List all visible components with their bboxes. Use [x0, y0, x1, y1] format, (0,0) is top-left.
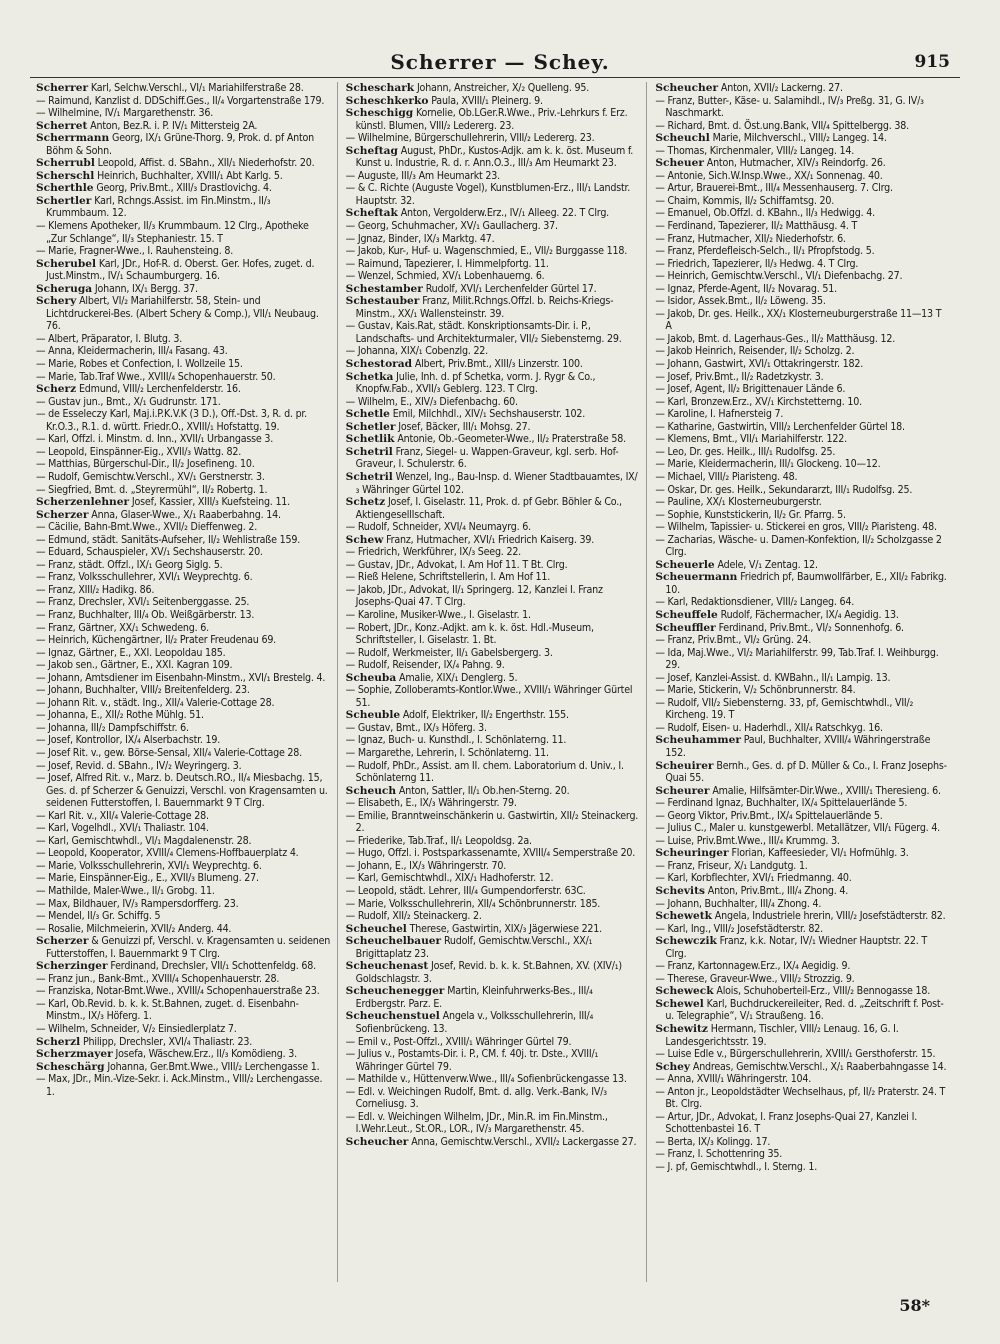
directory-entry: — Siegfried, Bmt. d. „Steyrermühl“, II/₂ Robertg. 1.: [36, 483, 268, 496]
directory-entry: Scherubel Karl, JDr., Hof-R. d. Oberst. Ger. Hofes, zuget. d. Just.Minstm., IV/₁ Schaumburgerg. 16.: [36, 257, 315, 283]
directory-entry: — Jgnaz, Binder, IX/₃ Marktg. 47.: [345, 232, 495, 245]
directory-entry: Scheuchelbauer Rudolf, Gemischtw.Verschl., XX/₁ Brigittaplatz 23.: [345, 935, 593, 960]
directory-entry: — Karl, Offzl. i. Minstm. d. Inn., XVII/₁ Urbangasse 3.: [36, 433, 274, 446]
directory-entry: — Edl. v. Weichingen Wilhelm, JDr., Min.R. im Fin.Minstm., I.Wehr.Leut., St.OR., LOR., IV/₃ Margarethenstr. 45.: [345, 1110, 608, 1136]
directory-entry: Scherrubl Leopold, Affist. d. SBahn., XII/₁ Niederhofstr. 20.: [36, 157, 315, 170]
directory-entry: — Artur, Brauerei-Bmt., III/₄ Messenhauserg. 7. Clrg.: [655, 182, 893, 195]
header-rule: [30, 77, 960, 78]
directory-entry: — Anna, Kleidermacherin, III/₄ Fasang. 43.: [36, 345, 228, 358]
directory-entry: — Marie, Fragner-Wwe., I. Rauhensteing. 8.: [36, 245, 234, 258]
directory-entry: — Franz, städt. Offzl., IX/₁ Georg Siglg. 5.: [36, 558, 223, 571]
directory-entry: — Jakob, Kur-, Huf- u. Wagenschmied, E., VII/₂ Burggasse 118.: [345, 245, 628, 258]
directory-entry: Scheucher Anna, Gemischtw.Verschl., XVII/₂ Lackergasse 27.: [345, 1135, 637, 1148]
directory-entry: — Karl, Vogelhdl., XVI/₁ Thaliastr. 104.: [36, 822, 209, 835]
directory-entry: — Franz, Pferdefleisch-Selch., II/₁ Pfropfstodg. 5.: [655, 245, 875, 258]
directory-entry: Schewetk Angela, Industriele hrerin, VIII/₂ Josefstädterstr. 82.: [655, 910, 946, 923]
directory-entry: — Ferdinand Ignaz, Buchhalter, IX/₄ Spittelauerlände 5.: [655, 797, 908, 810]
directory-entry: — Franz, Drechsler, XVI/₁ Seitenberggasse. 25.: [36, 596, 250, 609]
directory-entry: — Leopold, Kooperator, XVIII/₄ Clemens-Hoffbauerplatz 4.: [36, 847, 299, 860]
directory-entry: — Max, JDr., Min.-Vize-Sekr. i. Ack.Minstm., VIII/₂ Lerchengasse. 1.: [36, 1073, 323, 1098]
directory-entry: Scheftag August, PhDr., Kustos-Adjk. am k. k. öst. Museum f. Kunst u. Industrie, R. d. r. Ann.O.3., III/₃ Am Heumarkt 23.: [345, 144, 634, 170]
directory-entry: Scherzer Anna, Glaser-Wwe., X/₁ Raaberbahng. 14.: [36, 508, 281, 521]
directory-entry: — Chaim, Kommis, II/₂ Schiffamtsg. 20.: [655, 194, 835, 207]
directory-entry: — Jakob, JDr., Advokat, II/₁ Springerg. 12, Kanzlei I. Franz Josephs-Quai 47. T Clrg.: [345, 583, 603, 609]
directory-entry: — Rudolf, Gemischtw.Verschl., XV/₁ Gerstnerstr. 3.: [36, 470, 265, 483]
column-left: [36, 82, 338, 1282]
directory-entry: Scheuffler Ferdinand, Priv.Bmt., VI/₂ Sonnenhofg. 6.: [655, 621, 904, 634]
directory-entry: — Thomas, Kirchenmaler, VIII/₂ Langeg. 14.: [655, 144, 855, 157]
directory-entry: — Ignaz, Gärtner, E., XXI. Leopoldau 185.: [36, 646, 226, 659]
directory-entry: Schey Andreas, Gemischtw.Verschl., X/₁ Raaberbahngasse 14.: [655, 1060, 947, 1073]
directory-entry: Schetril Wenzel, Ing., Bau-Insp. d. Wiener Stadtbauamtes, IX/₃ Währinger Gürtel 102.: [345, 470, 638, 496]
directory-entry: — Gustav, Bmt., IX/₃ Höferg. 3.: [345, 721, 487, 734]
directory-entry: — Emil v., Post-Offzl., XVIII/₁ Währinger Gürtel 79.: [345, 1035, 572, 1048]
directory-entry: — Wilhelm, Schneider, V/₂ Einsiedlerplatz 7.: [36, 1023, 237, 1036]
directory-entry: Schetlik Antonie, Ob.-Geometer-Wwe., II/₂ Praterstraße 58.: [345, 433, 626, 446]
directory-entry: — Rudolf, VII/₂ Siebensterng. 33, pf, Gemischtwhdl., VII/₂ Kircheng. 19. T: [655, 696, 914, 722]
directory-entry: — Karl Rit. v., XII/₄ Valerie-Cottage 28.: [36, 809, 209, 822]
column-right: [655, 82, 956, 1282]
directory-entry: Scherzer & Genuizzi pf, Verschl. v. Kragensamten u. seidenen Futterstoffen, I. Bauernmarkt 9 T Clrg.: [36, 935, 331, 960]
directory-entry: Schetle Emil, Milchhdl., XIV/₁ Sechshauserstr. 102.: [345, 408, 586, 421]
directory-entry: — Georg, Schuhmacher, XV/₁ Gaullacherg. 37.: [345, 220, 558, 233]
directory-entry: — Karl, Bronzew.Erz., XV/₁ Kirchstetterng. 10.: [655, 395, 862, 408]
directory-entry: — Wilhelm, Tapissier- u. Stickerei en gros, VIII/₂ Piaristeng. 48.: [655, 521, 937, 534]
directory-entry: Scheschärg Johanna, Ger.Bmt.Wwe., VIII/₂ Lerchengasse 1.: [36, 1060, 320, 1073]
running-head: Scherrer — Schey.: [390, 50, 610, 74]
directory-entry: — Rieß Helene, Schriftstellerin, I. Am Hof 11.: [345, 571, 551, 584]
directory-entry: — Marie, Robes et Confection, I. Wollzeile 15.: [36, 358, 243, 371]
directory-entry: Scheurer Amalie, Hilfsämter-Dir.Wwe., XVIII/₁ Theresieng. 6.: [655, 784, 941, 797]
directory-entry: — Rudolf, Werkmeister, II/₁ Gabelsbergerg. 3.: [345, 646, 553, 659]
column-middle: [346, 82, 648, 1282]
directory-entry: Scherrer Karl, Selchw.Verschl., VI/₁ Mariahilferstraße 28.: [36, 82, 304, 94]
directory-entry: Schetril Franz, Siegel- u. Wappen-Graveur, kgl. serb. Hof-Graveur, I. Schulerstr. 6.: [345, 445, 619, 471]
directory-entry: — Klemens, Bmt., VII/₁ Mariahilferstr. 122.: [655, 433, 847, 446]
directory-entry: — Marie, Tab.Traf Wwe., XVIII/₄ Schopenhauerstr. 50.: [36, 370, 276, 383]
directory-entry: — Raimund, Tapezierer, I. Himmelpfortg. 11.: [345, 257, 549, 270]
directory-entry: — Auguste, III/₃ Am Heumarkt 23.: [345, 169, 500, 182]
directory-entry: — Josef, Priv.Bmt., II/₂ Radetzkystr. 3.: [655, 370, 824, 383]
directory-entry: — Rudolf, Schneider, XVI/₄ Neumayrg. 6.: [345, 521, 531, 534]
directory-entry: — Eduard, Schauspieler, XV/₁ Sechshauserstr. 20.: [36, 546, 263, 559]
directory-entry: Scherthle Georg, Priv.Bmt., XIII/₃ Drastlovichg. 4.: [36, 182, 272, 195]
directory-entry: — Rudolf, Reisender, IX/₄ Pahng. 9.: [345, 659, 505, 672]
directory-entry: — Wenzel, Schmied, XV/₁ Lobenhauerng. 6.: [345, 270, 545, 283]
directory-entry: — Johann, Buchhalter, VIII/₂ Breitenfelderg. 23.: [36, 684, 250, 697]
directory-entry: Scheuba Amalie, XIX/₁ Denglerg. 5.: [345, 671, 518, 684]
directory-entry: — Franz, Gärtner, XX/₁ Schwedeng. 6.: [36, 621, 209, 634]
directory-entry: — Gustav, Kais.Rat, städt. Konskriptionsamts-Dir. i. P., Landschafts- und Architekturmaler, VII/₂ Siebensterng. 29.: [345, 320, 622, 345]
directory-entry: — J. pf, Gemischtwhdl., I. Sterng. 1.: [655, 1161, 818, 1174]
directory-entry: — Matthias, Bürgerschul-Dir., II/₂ Josefineng. 10.: [36, 458, 255, 471]
directory-entry: Scheruga Johann, IX/₁ Bergg. 37.: [36, 282, 198, 295]
directory-entry: — Leopold, Einspänner-Eig., XVII/₃ Wattg. 82.: [36, 445, 242, 458]
directory-entry: — Karl, Korbflechter, XVI/₁ Friedmanng. 40.: [655, 872, 852, 885]
directory-entry: — Edl. v. Weichingen Rudolf, Bmt. d. allg. Verk.-Bank, IV/₃ Corneliusg. 3.: [345, 1085, 607, 1111]
directory-entry: Scheftak Anton, Vergolderw.Erz., IV/₁ Alleeg. 22. T Clrg.: [345, 207, 610, 220]
directory-entry: — Marie, Einspänner-Eig., E., XVII/₃ Blumeng. 27.: [36, 872, 259, 885]
directory-entry: — Wilhelmine, Bürgerschullehrerin, VIII/₂ Ledererg. 23.: [345, 132, 595, 145]
directory-entry: — Johanna, XIX/₁ Cobenzlg. 22.: [345, 345, 488, 358]
directory-entry: — Josef Rit. v., gew. Börse-Sensal, XII/₄ Valerie-Cottage 28.: [36, 746, 302, 759]
directory-entry: Scherzenlehner Josef, Kassier, XIII/₃ Kuefsteing. 11.: [36, 496, 290, 509]
directory-entry: — Heinrich, Küchengärtner, II/₂ Prater Freudenau 69.: [36, 634, 277, 647]
directory-entry: — Josef, Agent, II/₂ Brigittenauer Lände 6.: [655, 383, 846, 396]
directory-entry: Scheuerle Adele, V/₁ Zentag. 12.: [655, 558, 818, 571]
directory-entry: — Johann Rit. v., städt. Ing., XII/₄ Valerie-Cottage 28.: [36, 696, 275, 709]
directory-entry: Scheuchenast Josef, Revid. b. k. k. St.Bahnen, XV. (XIV/₁) Goldschlagstr. 3.: [345, 960, 622, 985]
directory-entry: — Marie, Kleidermacherin, III/₁ Glockeng. 10—12.: [655, 458, 881, 471]
directory-entry: — Friedrich, Werkführer, IX/₃ Seeg. 22.: [345, 546, 522, 559]
signature-mark: 58*: [899, 1296, 930, 1315]
directory-entry: — Isidor, Assek.Bmt., II/₂ Löweng. 35.: [655, 295, 826, 308]
directory-entry: — Karl, Gemischtwhdl., VI/₁ Magdalenenstr. 28.: [36, 834, 252, 847]
directory-entry: Schewczik Franz, k.k. Notar, IV/₁ Wiedner Hauptstr. 22. T Clrg.: [655, 935, 927, 960]
directory-entry: — Anton jr., Leopoldstädter Wechselhaus, pf, II/₂ Praterstr. 24. T Bt. Clrg.: [655, 1085, 946, 1111]
directory-entry: — Mathilde, Maler-Wwe., II/₁ Grobg. 11.: [36, 885, 215, 897]
directory-entry: — Karl, Ing., VIII/₂ Josefstädterstr. 82.: [655, 922, 823, 935]
directory-entry: — Therese, Graveur-Wwe., VIII/₂ Strozzig. 9.: [655, 972, 855, 985]
directory-entry: — Franz, Hutmacher, XII/₂ Niederhofstr. 6.: [655, 232, 846, 245]
directory-entry: — Johann, Gastwirt, XVI/₁ Ottakringerstr. 182.: [655, 358, 864, 371]
directory-entry: — Sophie, Kunststickerin, II/₂ Gr. Pfarrg. 5.: [655, 508, 846, 521]
directory-entry: — Anna, XVIII/₁ Währingerstr. 104.: [655, 1073, 812, 1086]
directory-entry: — Ferdinand, Tapezierer, II/₂ Matthäusg. 4. T: [655, 220, 858, 233]
directory-entry: Schewitz Hermann, Tischler, VIII/₂ Lenaug. 16, G. I. Landesgerichtsstr. 19.: [655, 1023, 899, 1048]
directory-entry: Scheuer Anton, Hutmacher, XIV/₃ Reindorfg. 26.: [655, 157, 886, 170]
directory-entry: — Johanna, III/₂ Dampfschiffstr. 6.: [36, 721, 189, 734]
directory-entry: Scheuchenegger Martin, Kleinfuhrwerks-Bes., III/₄ Erdbergstr. Parz. E.: [345, 985, 593, 1010]
directory-entry: — Franz, Volksschullehrer, XVI/₁ Weyprechtg. 6.: [36, 571, 253, 584]
directory-entry: — Karl, Redaktionsdiener, VIII/₂ Langeg. 64.: [655, 596, 855, 609]
directory-entry: Scherz Edmund, VIII/₂ Lerchenfelderstr. 16.: [36, 383, 241, 396]
directory-entry: — Rudolf, Eisen- u. Haderhdl., XII/₄ Ratschkyg. 16.: [655, 721, 883, 734]
directory-entry: — Jakob, Bmt. d. Lagerhaus-Ges., II/₂ Matthäusg. 12.: [655, 332, 896, 345]
directory-entry: — Franz jun., Bank-Bmt., XVIII/₄ Schopenhauerstr. 28.: [36, 972, 280, 985]
directory-entry: — Friedrich, Tapezierer, II/₃ Hedwg. 4. T Clrg.: [655, 257, 859, 270]
directory-entry: — Gustav jun., Bmt., X/₁ Gudrunstr. 171.: [36, 395, 221, 408]
directory-entry: Scheschark Johann, Anstreicher, X/₂ Quelleng. 95.: [345, 82, 590, 94]
directory-entry: — Rudolf, PhDr., Assist. am II. chem. Laboratorium d. Univ., I. Schönlaterng 11.: [345, 759, 624, 785]
directory-entry: — Ida, Maj.Wwe., VI/₂ Mariahilferstr. 99, Tab.Traf. I. Weihburgg. 29.: [655, 646, 939, 672]
directory-entry: — Artur, JDr., Advokat, I. Franz Josephs-Quai 27, Kanzlei I. Schottenbastei 16. T: [655, 1110, 918, 1136]
directory-entry: — Josef, Revid. d. SBahn., IV/₂ Weyringerg. 3.: [36, 759, 242, 772]
directory-entry: Scherzinger Ferdinand, Drechsler, VII/₁ Schottenfeldg. 68.: [36, 960, 316, 973]
directory-entry: — Johann, E., IX/₃ Währingerstr. 70.: [345, 859, 507, 872]
directory-entry: — Johann, Buchhalter, III/₄ Zhong. 4.: [655, 897, 822, 910]
page-number: 915: [914, 52, 950, 72]
directory-entry: Scherret Anton, Bez.R. i. P. IV/₁ Mittersteig 2A.: [36, 119, 258, 132]
directory-entry: Scheuble Adolf, Elektriker, II/₂ Engerthstr. 155.: [345, 709, 569, 722]
directory-entry: — Hugo, Offzl. i. Postsparkassenamte, XVIII/₄ Semperstraße 20.: [345, 847, 636, 860]
directory-entry: — Karl, Ob.Revid. b. k. k. St.Bahnen, zuget. d. Eisenbahn-Minstm., IX/₃ Höferg. 1.: [36, 997, 299, 1023]
directory-entry: — Josef, Alfred Rit. v., Marz. b. Deutsch.RO., II/₄ Miesbachg. 15, Ges. d. pf Scherzer & Genuizzi, Verschl. von Kragensamten u. seidenen Futterstoffen, I. Bauernmarkt 9 T Clrg.: [36, 772, 328, 810]
directory-entry: Scherzmayer Josefa, Wäschew.Erz., II/₃ Komödieng. 3.: [36, 1048, 297, 1061]
directory-entry: — Johann, Amtsdiener im Eisenbahn-Minstm., XVI/₁ Brestelg. 4.: [36, 671, 326, 684]
directory-entry: Schestamber Rudolf, XVI/₁ Lerchenfelder Gürtel 17.: [345, 282, 597, 295]
entry-columns: [36, 82, 956, 1282]
directory-entry: — Josef, Kanzlei-Assist. d. KWBahn., II/₁ Lampig. 13.: [655, 671, 891, 684]
directory-entry: Scheuch Anton, Sattler, II/₁ Ob.hen-Sterng. 20.: [345, 784, 570, 797]
directory-entry: Schetz Josef, I. Giselastr. 11, Prok. d. pf Gebr. Böhler & Co., AktiengesellIschaft.: [345, 496, 622, 521]
directory-entry: — Friederike, Tab.Traf., II/₁ Leopoldsg. 2a.: [345, 834, 532, 847]
directory-entry: — Cäcilie, Bahn-Bmt.Wwe., XVII/₂ Dieffenweg. 2.: [36, 521, 258, 534]
directory-entry: Scheweck Alois, Schuhoberteil-Erz., VIII/₂ Bennogasse 18.: [655, 985, 931, 998]
directory-entry: Scherschl Heinrich, Buchhalter, XVIII/₁ Abt Karlg. 5.: [36, 169, 283, 182]
directory-entry: Schetler Josef, Bäcker, III/₁ Mohsg. 27.: [345, 420, 531, 433]
directory-entry: — & C. Richte (Auguste Vogel), Kunstblumen-Erz., III/₁ Landstr. Hauptstr. 32.: [345, 182, 631, 207]
directory-entry: — Julius C., Maler u. kunstgewerbl. Metallätzer, VII/₁ Fügerg. 4.: [655, 822, 941, 835]
directory-entry: — Luise, Priv.Bmt.Wwe., III/₄ Krummg. 3.: [655, 834, 840, 847]
directory-entry: Scheuhammer Paul, Buchhalter, XVIII/₄ Währingerstraße 152.: [655, 734, 931, 759]
directory-entry: Schery Albert, VI/₂ Mariahilferstr. 58, Stein- und Lichtdruckerei-Bes. (Albert Schery & Comp.), VII/₁ Neubaug. 76.: [36, 295, 319, 333]
directory-entry: — Richard, Bmt. d. Öst.ung.Bank, VII/₄ Spittelbergg. 38.: [655, 119, 909, 132]
directory-entry: — Jakob Heinrich, Reisender, II/₂ Scholzg. 2.: [655, 345, 855, 358]
directory-entry: — Karl, Gemischtwhdl., XIX/₁ Hadhoferstr. 12.: [345, 872, 554, 885]
page-header: [30, 50, 970, 74]
directory-entry: — Rosalie, Milchmeierin, XVII/₂ Anderg. 44.: [36, 922, 232, 935]
directory-entry: — Zacharias, Wäsche- u. Damen-Konfektion, II/₂ Scholzgasse 2 Clrg.: [655, 533, 942, 559]
directory-entry: — Franziska, Notar-Bmt.Wwe., XVIII/₄ Schopenhauerstraße 23.: [36, 985, 320, 998]
directory-entry: Scheuringer Florian, Kaffeesieder, VI/₁ Hofmühlg. 3.: [655, 847, 909, 860]
directory-entry: — Elisabeth, E., IX/₃ Währingerstr. 79.: [345, 797, 517, 810]
directory-entry: — Julius v., Postamts-Dir. i. P., CM. f. 40j. tr. Dste., XVIII/₁ Währinger Gürtel 79.: [345, 1048, 599, 1073]
directory-entry: Scheschigg Kornelie, Ob.LGer.R.Wwe., Priv.-Lehrkurs f. Erz. künstl. Blumen, VIII/₂ Ledererg. 23.: [345, 107, 628, 132]
directory-entry: — Margarethe, Lehrerin, I. Schönlaterng. 11.: [345, 746, 549, 759]
directory-entry: Schetka Julie, Inh. d. pf Schetka, vorm. J. Rygr & Co., Knopfw.Fab., XVII/₃ Geblerg. 123. T Clrg.: [345, 370, 596, 396]
directory-entry: — Johanna, E., XII/₂ Rothe Mühlg. 51.: [36, 709, 204, 722]
directory-entry: — Robert, JDr., Konz.-Adjkt. am k. k. öst. Hdl.-Museum, Schriftsteller, I. Giselastr. 1. Bt.: [345, 621, 594, 647]
directory-entry: — Oskar, Dr. ges. Heilk., Sekundararzt, III/₁ Rudolfsg. 25.: [655, 483, 913, 496]
directory-entry: — Franz, Butter-, Käse- u. Salamihdl., IV/₃ Preßg. 31, G. IV/₃ Naschmarkt.: [655, 94, 924, 120]
directory-entry: — Jakob, Dr. ges. Heilk., XX/₁ Klosterneuburgerstraße 11—13 T A: [655, 307, 942, 333]
directory-entry: — Franz, I. Schottenring 35.: [655, 1148, 783, 1161]
directory-entry: — Emilie, Branntweinschänkerin u. Gastwirtin, XII/₂ Steinackerg. 2.: [345, 809, 639, 835]
directory-entry: Scheuchenstuel Angela v., Volksschullehrerin, III/₄ Sofienbrückeng. 13.: [345, 1010, 594, 1036]
directory-entry: Schertler Karl, Rchngs.Assist. im Fin.Minstm., II/₃ Krummbaum. 12.: [36, 194, 271, 220]
directory-entry: — Mendel, II/₃ Gr. Schiffg. 5: [36, 910, 161, 923]
directory-entry: Scheuirer Bernh., Ges. d. pf D. Müller & Co., I. Franz Josephs-Quai 55.: [655, 759, 947, 785]
directory-entry: — Albert, Präparator, I. Blutg. 3.: [36, 332, 183, 345]
directory-entry: — Marie, Volksschullehrerin, XVI/₁ Weyprechtg. 6.: [36, 859, 262, 872]
directory-entry: — Franz, Kartonnagew.Erz., IX/₄ Aegidig. 9.: [655, 960, 851, 973]
directory-entry: — Leopold, städt. Lehrer, III/₄ Gumpendorferstr. 63C.: [345, 885, 586, 897]
directory-entry: — Katharine, Gastwirtin, VIII/₂ Lerchenfelder Gürtel 18.: [655, 420, 905, 433]
directory-entry: — Max, Bildhauer, IV/₃ Rampersdorfferg. 23.: [36, 897, 239, 910]
directory-entry: — Pauline, XX/₁ Klosterneuburgerstr.: [655, 496, 822, 509]
directory-entry: Scheuchel Therese, Gastwirtin, XIX/₃ Jägerwiese 221.: [345, 922, 602, 935]
directory-entry: — Jakob sen., Gärtner, E., XXI. Kagran 109.: [36, 659, 233, 672]
directory-entry: Scheuchl Marie, Milchverschl., VIII/₂ Langeg. 14.: [655, 132, 887, 145]
directory-entry: — Marie, Volksschullehrerin, XII/₄ Schönbrunnerstr. 185.: [345, 897, 601, 910]
directory-entry: — Franz, Priv.Bmt., VI/₂ Grüng. 24.: [655, 634, 812, 647]
directory-entry: — Franz, Friseur, X/₁ Landgutg. 1.: [655, 859, 808, 872]
directory-entry: — Berta, IX/₃ Kolingg. 17.: [655, 1135, 771, 1148]
directory-entry: Scherrmann Georg, IX/₁ Grüne-Thorg. 9, Prok. d. pf Anton Böhm & Sohn.: [36, 132, 315, 157]
directory-entry: Scheuermann Friedrich pf, Baumwollfärber, E., XII/₂ Fabrikg. 10.: [655, 571, 947, 596]
directory-entry: — Franz, XIII/₂ Hadikg. 86.: [36, 583, 155, 596]
directory-entry: Schew Franz, Hutmacher, XVI/₁ Friedrich Kaiserg. 39.: [345, 533, 595, 546]
directory-entry: Schevits Anton, Priv.Bmt., III/₄ Zhong. 4.: [655, 885, 849, 897]
directory-entry: — Ignaz, Pferde-Agent, II/₂ Novarag. 51.: [655, 282, 837, 295]
directory-entry: Scheucher Anton, XVII/₂ Lackerng. 27.: [655, 82, 843, 94]
directory-entry: — Heinrich, Gemischtw.Verschl., VI/₁ Diefenbachg. 27.: [655, 270, 903, 283]
directory-entry: — Sophie, Zolloberamts-Kontlor.Wwe., XVIII/₁ Währinger Gürtel 51.: [345, 684, 633, 709]
directory-entry: Scherzl Philipp, Drechsler, XVI/₄ Thaliastr. 23.: [36, 1035, 253, 1048]
directory-entry: — Antonie, Sich.W.Insp.Wwe., XX/₁ Sonnenag. 40.: [655, 169, 883, 182]
directory-entry: — Marie, Stickerin, V/₂ Schönbrunnerstr. 84.: [655, 684, 856, 697]
directory-entry: Schestorad Albert, Priv.Bmt., XIII/₃ Linzerstr. 100.: [345, 358, 583, 371]
directory-entry: — Rudolf, XII/₂ Steinackerg. 2.: [345, 910, 482, 923]
directory-entry: — Gustav, JDr., Advokat, I. Am Hof 11. T Bt. Clrg.: [345, 558, 568, 571]
directory-entry: — Michael, VIII/₂ Piaristeng. 48.: [655, 470, 798, 483]
directory-entry: — Karoline, Musiker-Wwe., I. Giselastr. 1.: [345, 608, 531, 621]
directory-entry: — Mathilde v., Hüttenverw.Wwe., III/₄ Sofienbrückengasse 13.: [345, 1073, 627, 1086]
directory-entry: — Franz, Buchhalter, III/₄ Ob. Weißgärberstr. 13.: [36, 608, 255, 621]
directory-entry: Scheuffele Rudolf, Fächermacher, IX/₄ Aegidig. 13.: [655, 608, 899, 621]
directory-entry: — Josef, Kontrollor, IX/₄ Alserbachstr. 19.: [36, 734, 221, 747]
directory-entry: — Edmund, städt. Sanitäts-Aufseher, II/₂ Wehlistraße 159.: [36, 533, 301, 546]
directory-entry: — Klemens Apotheker, II/₃ Krummbaum. 12 Clrg., Apotheke „Zur Schlange“, II/₃ Stephaniestr. 15. T: [36, 220, 309, 245]
directory-entry: — Raimund, Kanzlist d. DDSchiff.Ges., II/₄ Vorgartenstraße 179.: [36, 94, 325, 107]
directory-entry: Schewel Karl, Buchdruckereileiter, Red. d. „Zeitschrift f. Post- u. Telegraphie“, V/₁ Straußeng. 16.: [655, 997, 944, 1023]
directory-entry: — Wilhelmine, IV/₁ Margarethenstr. 36.: [36, 107, 214, 120]
directory-entry: — Georg Viktor, Priv.Bmt., IX/₄ Spittelauerlände 5.: [655, 809, 883, 822]
directory-entry: Schestauber Franz, Milit.Rchngs.Offzl. b. Reichs-Kriegs-Minstm., XX/₁ Wallensteinstr. 39.: [345, 295, 614, 320]
directory-entry: — Leo, Dr. ges. Heilk., III/₁ Rudolfsg. 25.: [655, 445, 836, 458]
directory-entry: Scheschkerko Paula, XVIII/₁ Pleinerg. 9.: [345, 94, 543, 107]
directory-entry: — Luise Edle v., Bürgerschullehrerin, XVIII/₁ Gersthoferstr. 15.: [655, 1048, 936, 1061]
directory-entry: — Emanuel, Ob.Offzl. d. KBahn., II/₃ Hedwigg. 4.: [655, 207, 875, 220]
directory-entry: — Wilhelm, E., XIV/₃ Diefenbachg. 60.: [345, 395, 518, 408]
directory-entry: — de Esseleczy Karl, Maj.i.P.K.V.K (3 D.), Off.-Dst. 3, R. d. pr. Kr.O.3., R.1. d. württ. Friedr.O., XVIII/₁ Hofstattg. 19.: [36, 408, 307, 433]
directory-entry: — Karoline, I. Hafnersteig 7.: [655, 408, 784, 421]
directory-entry: — Ignaz, Buch- u. Kunsthdl., I. Schönlaterng. 11.: [345, 734, 567, 747]
